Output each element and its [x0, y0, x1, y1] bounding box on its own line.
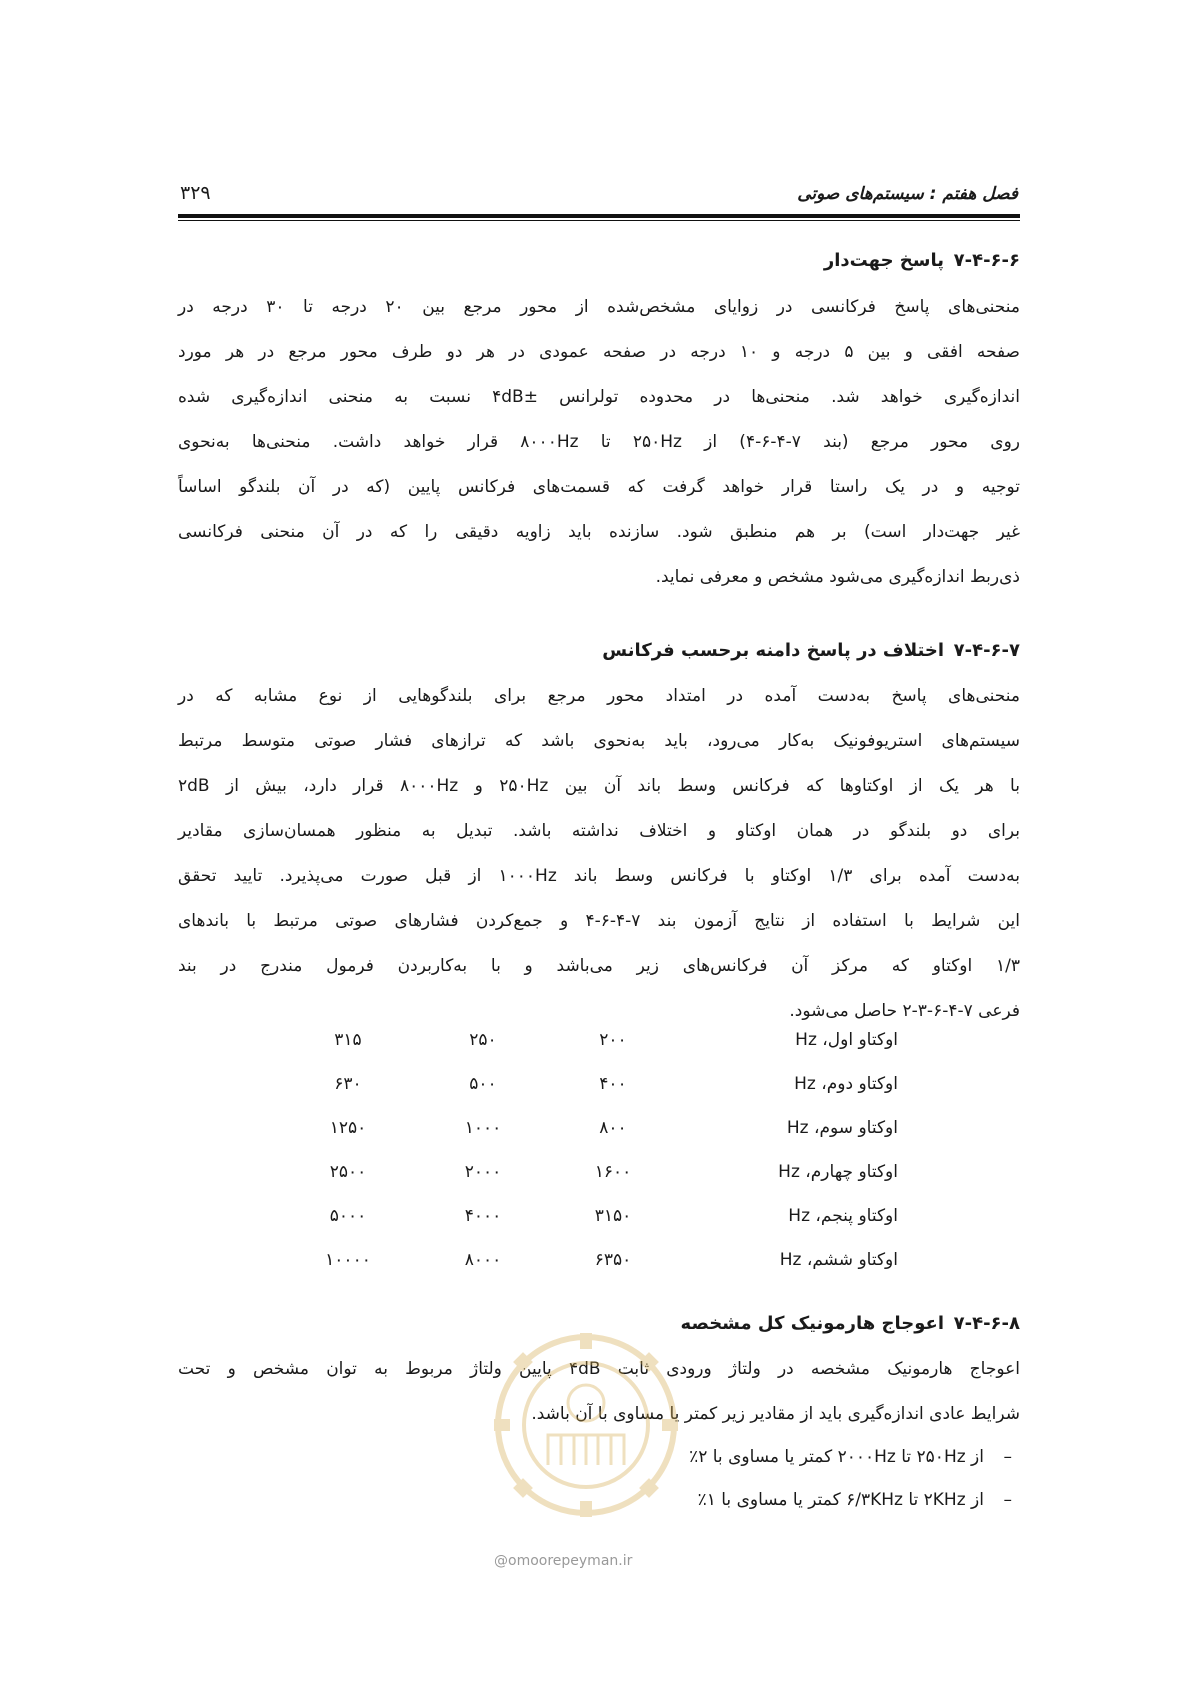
list-item [689, 1447, 1012, 1467]
paragraph-line: برای دو بلندگو در همان اوکتاو و اختلاف نداشته باشد. تبدیل به منظور همسان‌سازی مقادیر [178, 821, 1020, 841]
paragraph-line: سیستم‌های استریوفونیک به‌کار می‌رود، باید به‌نحوی باشد که ترازهای فشار صوتی متوسط مرتبط [178, 731, 1020, 751]
paragraph-line: روی محور مرجع (بند ۷-۴-۶-۴) از ۲۵۰Hz تا ۸۰۰۰Hz قرار خواهد داشت. منحنی‌ها به‌نحوی [178, 432, 1021, 452]
octave-value: ۵۰۰۰ [329, 1206, 367, 1226]
octave-label: اوکتاو ششم، Hz [779, 1250, 898, 1270]
section-heading-directional [178, 250, 1020, 282]
bullet-text: از ۲KHz تا ۶/۳KHz کمتر یا مساوی با ۱٪ [697, 1490, 984, 1510]
list-item [698, 1490, 1012, 1510]
gear-logo-icon [486, 1325, 686, 1535]
table-row [278, 1118, 898, 1162]
paragraph-line: منحنی‌های پاسخ فرکانسی در زوایای مشخص‌شده از محور مرجع بین ۲۰ درجه تا ۳۰ درجه در [178, 297, 1020, 317]
paragraph-line: منحنی‌های پاسخ به‌دست آمده در امتداد محور مرجع برای بلندگوهایی از نوع مشابه که در [178, 686, 1020, 706]
paragraph-amplitude [178, 674, 1020, 1034]
table-row [278, 1250, 898, 1294]
octave-value: ۶۳۵۰ [594, 1250, 632, 1270]
octave-value: ۱۰۰۰۰ [325, 1250, 371, 1270]
paragraph-line: شرایط عادی اندازه‌گیری باید از مقادیر زیر کمتر یا مساوی با آن باشد. [531, 1404, 1020, 1424]
paragraph-line: ۱/۳ اوکتاو که مرکز آن فرکانس‌های زیر می‌باشد و با به‌کاربردن فرمول مندرج در بند [178, 956, 1020, 976]
header-rule-thin [178, 220, 1020, 221]
paragraph-line: این شرایط با استفاده از نتایج آزمون بند ۷-۴-۶-۴ و جمع‌کردن فشارهای صوتی مرتبط با باندهای [178, 911, 1020, 931]
octave-value: ۸۰۰۰ [464, 1250, 502, 1270]
octave-value: ۶۳۰ [334, 1074, 362, 1094]
octave-table [278, 1030, 898, 1294]
paragraph-line: به‌دست آمده برای ۱/۳ اوکتاو با فرکانس وسط باند ۱۰۰۰Hz از قبل صورت می‌پذیرد. تایید تحقق [178, 866, 1020, 886]
octave-value: ۱۰۰۰ [464, 1118, 502, 1138]
octave-label: اوکتاو پنجم، Hz [788, 1206, 898, 1226]
octave-value: ۱۶۰۰ [594, 1162, 632, 1182]
octave-value: ۱۲۵۰ [329, 1118, 367, 1138]
section-number: ۷-۴-۶-۶ [953, 250, 1020, 271]
section-number: ۷-۴-۶-۸ [953, 1313, 1020, 1334]
octave-value: ۲۵۰ [469, 1030, 497, 1050]
at-icon: @ [494, 1553, 508, 1569]
chapter-title: فصل هفتم : سیستم‌های صوتی [797, 184, 1018, 204]
bullet-dash: – [1003, 1490, 1012, 1510]
octave-value: ۵۰۰ [469, 1074, 497, 1094]
paragraph-directional [178, 285, 1020, 600]
bullet-text: از ۲۵۰Hz تا ۲۰۰۰Hz کمتر یا مساوی با ۲٪ [689, 1447, 984, 1467]
footer-site: @omoorepeyman.ir [494, 1553, 633, 1569]
octave-value: ۲۰۰ [599, 1030, 627, 1050]
section-heading-amplitude [178, 640, 1020, 672]
paragraph-line: توجیه و در یک راستا قرار خواهد گرفت که قسمت‌های فرکانس پایین (که در آن بلندگو اساساً [178, 477, 1020, 497]
header-rule-thick [178, 214, 1020, 218]
octave-label: اوکتاو دوم، Hz [794, 1074, 898, 1094]
octave-value: ۳۱۵۰ [594, 1206, 632, 1226]
paragraph-line: اندازه‌گیری خواهد شد. منحنی‌ها در محدوده تولرانس ±۴dB نسبت به منحنی اندازه‌گیری شده [178, 387, 1020, 407]
octave-value: ۳۱۵ [334, 1030, 362, 1050]
octave-value: ۲۵۰۰ [329, 1162, 367, 1182]
paragraph-line: ذی‌ربط اندازه‌گیری می‌شود مشخص و معرفی نماید. [655, 567, 1020, 587]
octave-label: اوکتاو سوم، Hz [786, 1118, 898, 1138]
table-row [278, 1074, 898, 1118]
table-row [278, 1206, 898, 1250]
bullet-dash: – [1003, 1447, 1012, 1467]
table-row [278, 1162, 898, 1206]
table-row [278, 1030, 898, 1074]
paragraph-line: اعوجاج هارمونیک مشخصه در ولتاژ ورودی ثابت ۴dB پایین ولتاژ مربوط به توان مشخص و تحت [178, 1359, 1020, 1379]
paragraph-line: صفحه افقی و بین ۵ درجه و ۱۰ درجه در صفحه عمودی در هر دو طرف محور مرجع در هر مورد [178, 342, 1020, 362]
section-title: پاسخ جهت‌دار [823, 250, 944, 271]
page-header [180, 182, 1018, 212]
octave-label: اوکتاو چهارم، Hz [778, 1162, 898, 1182]
page-number: ۳۲۹ [180, 182, 211, 204]
octave-value: ۴۰۰۰ [464, 1206, 502, 1226]
octave-value: ۴۰۰ [599, 1074, 627, 1094]
octave-label: اوکتاو اول، Hz [795, 1030, 898, 1050]
paragraph-line: غیر جهت‌دار است) بر هم منطبق شود. سازنده باید زاویه دقیقی را که در آن منحنی فرکانسی [178, 522, 1020, 542]
section-title: اختلاف در پاسخ دامنه برحسب فرکانس [602, 640, 944, 661]
section-title: اعوجاج هارمونیک کل مشخصه [680, 1313, 944, 1334]
paragraph-line: فرعی ۷-۴-۶-۳-۲ حاصل می‌شود. [789, 1001, 1020, 1021]
octave-value: ۲۰۰۰ [464, 1162, 502, 1182]
octave-value: ۸۰۰ [599, 1118, 627, 1138]
section-number: ۷-۴-۶-۷ [953, 640, 1020, 661]
paragraph-line: با هر یک از اوکتاوها که فرکانس وسط باند آن بین ۲۵۰Hz و ۸۰۰۰Hz قرار دارد، بیش از ۲dB [178, 776, 1020, 796]
